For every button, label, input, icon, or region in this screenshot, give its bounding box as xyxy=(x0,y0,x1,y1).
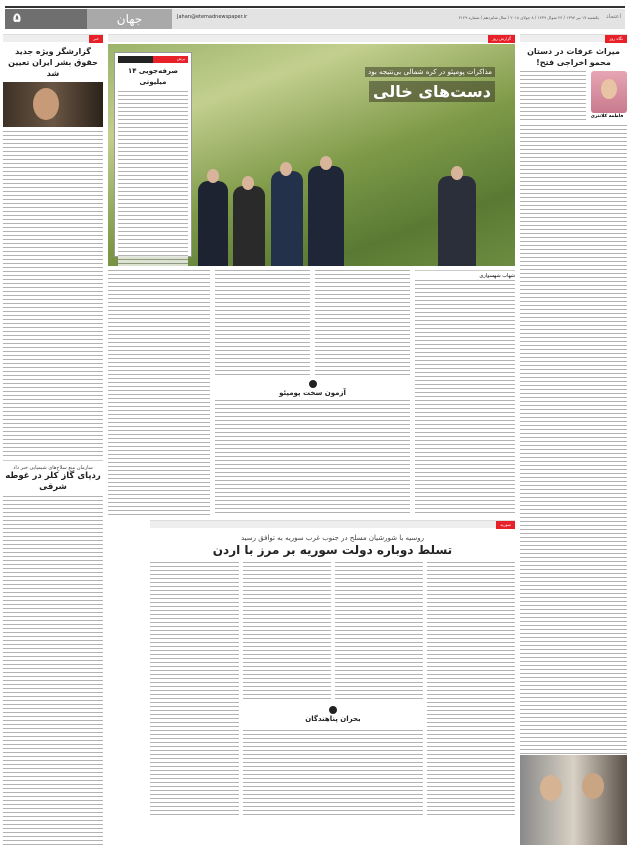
report-body xyxy=(108,270,515,515)
dateline: یکشنبه ۱۷ تیر ۱۳۹۷ / ۲۴ شوال ۱۴۳۹ / ۸ جولای ۲۰۱۸ / سال شانزدهم / شماره ۴۱۲۹ xyxy=(458,15,599,20)
report-section xyxy=(108,34,515,42)
box-body xyxy=(118,91,188,266)
page-header xyxy=(5,9,625,29)
section-tag: نگاه روز xyxy=(605,35,627,43)
news-photo xyxy=(520,755,627,845)
main-photo xyxy=(108,44,515,266)
kicker: مذاکرات پومپئو در کره شمالی بی‌نتیجه بود xyxy=(365,67,495,77)
sidebar-box xyxy=(114,52,192,257)
headline[interactable]: گزارشگر ویژه جدید حقوق بشر ایران تعیین شد xyxy=(8,47,98,78)
article-body xyxy=(520,125,627,755)
page-number: ۵ xyxy=(5,9,87,29)
top-rule xyxy=(5,6,625,8)
author-photo xyxy=(591,71,627,113)
box-tag: برش xyxy=(153,56,188,63)
headline[interactable]: دست‌های خالی xyxy=(369,81,495,102)
headline[interactable]: تسلط دوباره دولت سوریه بر مرز با اردن xyxy=(212,543,453,557)
portrait-photo xyxy=(3,82,103,127)
headline[interactable]: میراث عرفات در دستان محمو اخراجی فتح! xyxy=(527,47,620,67)
syria-section xyxy=(150,520,515,818)
section-tag: گزارش روز xyxy=(488,35,515,43)
photo-headline xyxy=(365,59,495,102)
section-tag: خبر xyxy=(89,35,103,43)
kicker: روسیه با شورشیان مسلح در جنوب غرب سوریه به توافق رسید xyxy=(240,534,424,542)
section-tag: سوریه xyxy=(496,521,515,529)
article-body xyxy=(3,131,103,456)
newspaper-logo: اعتماد xyxy=(605,13,621,20)
headline[interactable]: ردپای گاز کلر در غوطه شرقی xyxy=(5,471,101,492)
author: شهاب شهسواری xyxy=(415,270,515,279)
box-title[interactable]: صرفه‌جویی ۱۴ میلیونی xyxy=(127,67,179,86)
subhead: بحران پناهندگان xyxy=(305,715,361,723)
article-body xyxy=(3,496,103,846)
kicker: سازمان منع سلاح‌های شیمیایی خبر داد xyxy=(13,465,93,471)
email-link[interactable]: Jahan@etemadnewspaper.ir xyxy=(177,14,248,20)
right-column xyxy=(520,34,627,818)
left-column xyxy=(3,34,103,818)
section-name: جهان xyxy=(87,9,172,29)
subhead: آزمون سخت پومپئو xyxy=(279,389,346,397)
author: فاطمه کلانتری xyxy=(590,114,624,119)
